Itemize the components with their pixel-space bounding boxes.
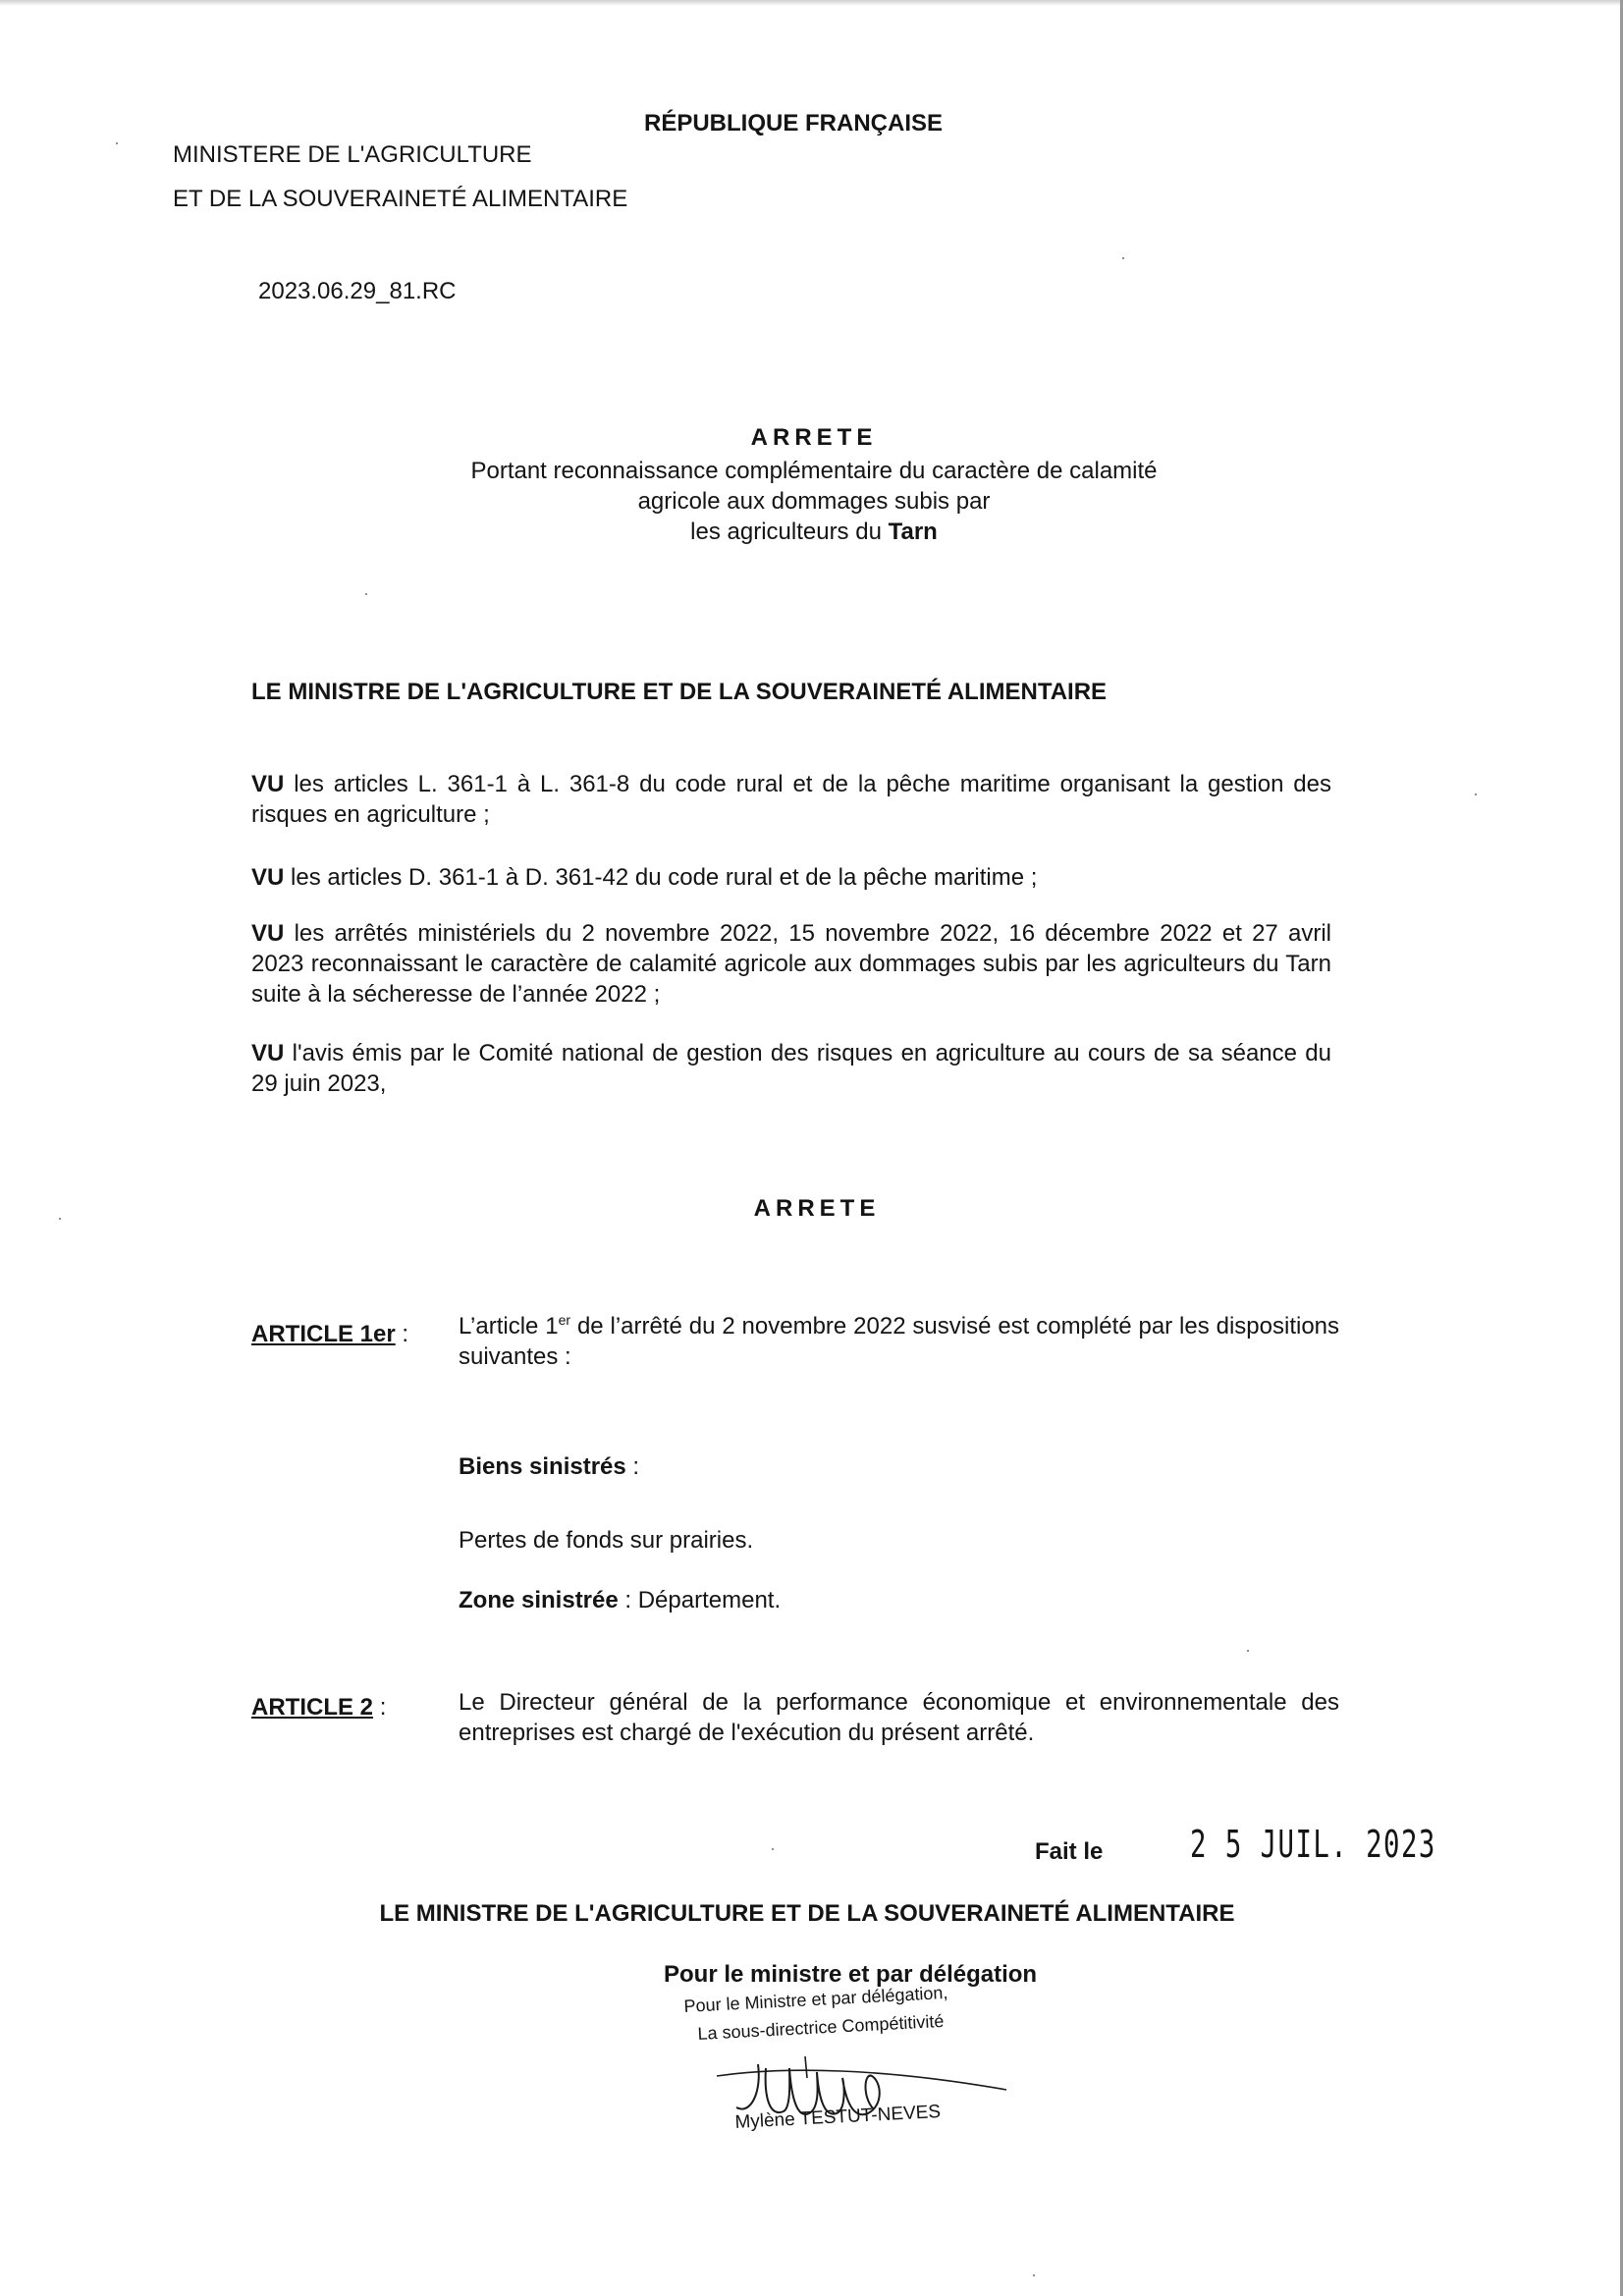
article-2-text: Le Directeur général de la performance économique et environnementale des entreprises est chargé de l'exécution du présent arrêté. [459,1689,1339,1746]
vu-paragraph-4 [251,1038,1331,1099]
ministry-line-1: MINISTERE DE L'AGRICULTURE [173,141,532,168]
zone-label: Zone sinistrée [459,1587,619,1613]
article-2-label: ARTICLE 2 [251,1694,374,1721]
scan-speck [365,593,367,595]
biens-sinistres [459,1451,639,1482]
date-stamp: 2 5 JUIL. 2023 [1190,1823,1436,1866]
zone-value: : Département. [618,1587,782,1613]
signature-minister-heading: LE MINISTRE DE L'AGRICULTURE ET DE LA SOUVERAINETÉ ALIMENTAIRE [379,1900,1235,1927]
vu-text: les arrêtés ministériels du 2 novembre 2022, 15 novembre 2022, 16 décembre 2022 et 27 avril 2023 reconnaissant le caractère de calamité agricole aux dommages subis par les agriculteurs du Tarn suite à la sécheresse de l’année 2022 ; [251,920,1331,1008]
minister-heading: LE MINISTRE DE L'AGRICULTURE ET DE LA SOUVERAINETÉ ALIMENTAIRE [251,679,1108,705]
decision-heading: ARRETE [753,1195,881,1222]
article-1-text-b: de l’arrêté du 2 novembre 2022 susvisé est complété par les dispositions suivantes : [459,1313,1340,1370]
biens-value: Pertes de fonds sur prairies. [459,1527,754,1554]
ministry-line-2: ET DE LA SOUVERAINETÉ ALIMENTAIRE [173,186,628,212]
vu-label: VU [251,1040,285,1066]
title-line-3-prefix: les agriculteurs du [690,519,882,545]
biens-colon: : [625,1453,640,1480]
signatory-name: Mylène TESTUT-NEVES [734,2102,942,2133]
scan-speck [1247,1650,1249,1652]
biens-label: Biens sinistrés [459,1453,626,1480]
arrete-heading: ARRETE [750,424,878,451]
vu-paragraph-2 [251,862,1331,893]
article-1-superscript: er [558,1312,571,1328]
scan-speck [1122,257,1124,259]
zone-sinistree [459,1585,781,1615]
vu-label: VU [251,864,285,891]
scan-speck [772,1848,774,1850]
vu-label: VU [251,920,285,947]
delegation-line: Pour le ministre et par délégation [664,1961,1038,1988]
department-name: Tarn [888,519,938,545]
vu-paragraph-3 [251,918,1331,1010]
article-1-text-a: L’article 1 [459,1313,559,1339]
article-1-text [459,1311,1339,1372]
article-2-label-group [251,1692,386,1722]
vu-text: l'avis émis par le Comité national de gestion des risques en agriculture au cours de sa séance du 29 juin 2023, [251,1040,1331,1097]
reference-number: 2023.06.29_81.RC [258,278,457,304]
title-line-1: Portant reconnaissance complémentaire du caractère de calamité [470,458,1158,484]
vu-text: les articles L. 361-1 à L. 361-8 du code rural et de la pêche maritime organisant la gestion des risques en agriculture ; [251,771,1332,828]
scan-speck [116,142,118,144]
fait-le-label: Fait le [1035,1838,1104,1865]
article-1-label: ARTICLE 1er [251,1321,396,1347]
title-line-3 [0,517,1623,547]
scan-speck [1475,793,1477,795]
article-1-colon: : [402,1321,409,1347]
article-2-colon: : [379,1694,387,1721]
title-line-2: agricole aux dommages subis par [637,488,991,515]
scan-top-edge [0,0,1623,6]
vu-text: les articles D. 361-1 à D. 361-42 du code rural et de la pêche maritime ; [291,864,1038,891]
scan-speck [1033,2274,1035,2276]
vu-label: VU [251,771,285,797]
article-1-label-group [251,1319,408,1349]
republic-heading: RÉPUBLIQUE FRANÇAISE [644,110,944,137]
stamp-line-1: Pour le Ministre et par délégation, [683,1982,948,2016]
stamp-line-2: La sous-directrice Compétitivité [697,2010,945,2044]
vu-paragraph-1 [251,769,1331,830]
